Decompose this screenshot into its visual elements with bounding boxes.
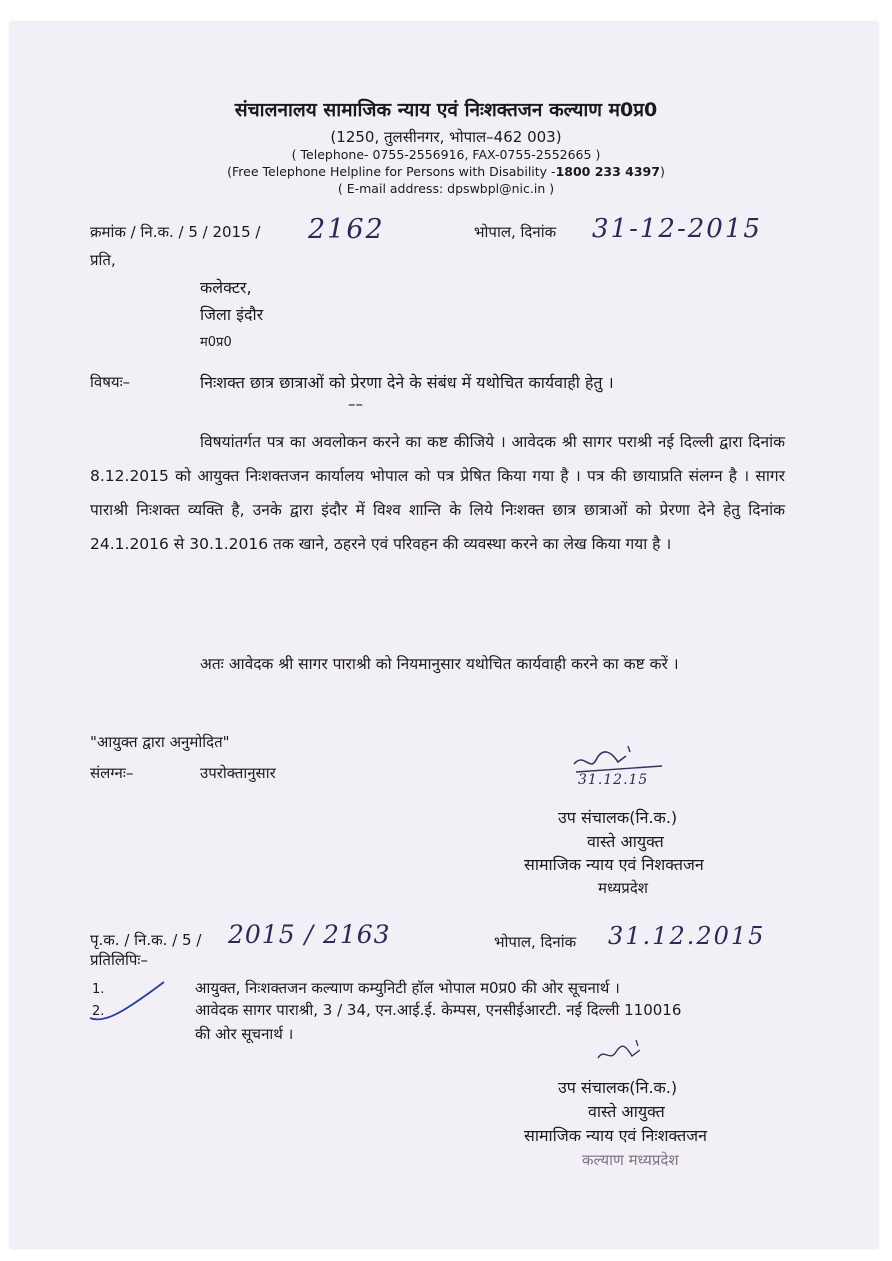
helpline-close: ) (659, 164, 665, 179)
enclosure-label: संलग्नः– (90, 764, 134, 782)
helpline-number: 1800 233 4397 (555, 164, 660, 179)
letterhead-phone: ( Telephone- 0755-2556916, FAX-0755-2552665 ) (291, 147, 601, 162)
signature-2-line1: उप संचालक(नि.क.) (558, 1078, 678, 1097)
recipient-line1: कलेक्टर, (200, 278, 252, 297)
subject-label: विषयः– (90, 373, 131, 391)
letterhead-email: ( E-mail address: dpswbpl@nic.in ) (337, 181, 555, 196)
ref1-handwritten-number: 2162 (308, 214, 385, 245)
approval-note: "आयुक्त द्वारा अनुमोदित" (90, 733, 230, 751)
blue-tick-mark (84, 978, 174, 1028)
body-paragraph-2: अतः आवेदक श्री सागर पाराश्री को नियमानुसार यथोचित कार्यवाही करने का कष्ट करें । (200, 655, 679, 673)
subject-text: निःशक्त छात्र छात्राओं को प्रेरणा देने के संबंध में यथोचित कार्यवाही हेतु । (200, 373, 614, 392)
body-paragraph-1: विषयांतर्गत पत्र का अवलोकन करने का कष्ट कीजिये । आवेदक श्री सागर पराश्री नई दिल्ली द्वारा दिनांक 8.12.2015 को आयुक्त निःशक्तजन कार्यालय भोपाल को पत्र प्रेषित किया गया है । पत्र की छायाप्रति संलग्न है । सागर पाराश्री निःशक्त व्यक्ति है, उनके द्वारा इंदौर में विश्व शान्ति के लिये निःशक्त छात्र छात्राओं को प्रेरणा देने हेतु दिनांक 24.1.2016 से 30.1.2016 तक खाने, ठहरने एवं परिवहन की व्यवस्था करने का लेख किया गया है । (90, 433, 785, 553)
letterhead-title: संचालनालय सामाजिक न्याय एवं निःशक्तजन कल्याण म0प्र0 (234, 99, 658, 121)
letterhead-address: (1250, तुलसीनगर, भोपाल–462 003) (330, 128, 562, 146)
copy-item-2-text-cont: की ओर सूचनार्थ । (195, 1025, 294, 1043)
signature-1-line4: मध्यप्रदेश (598, 879, 649, 897)
recipient-to-label: प्रति, (90, 251, 116, 269)
copy-item-2-number: 2. (92, 1004, 105, 1019)
signature-2-line3: सामाजिक न्याय एवं निःशक्तजन (524, 1126, 707, 1145)
recipient-line2: जिला इंदौर (200, 305, 264, 324)
helpline-text: (Free Telephone Helpline for Persons with Disability - (227, 164, 556, 179)
copy-label: प्रतिलिपिः– (90, 951, 148, 969)
signature-1-date: 31.12.15 (578, 772, 649, 788)
signature-2-line4: कल्याण मध्यप्रदेश (582, 1151, 679, 1169)
ref1-place-date-label: भोपाल, दिनांक (474, 223, 557, 241)
handwritten-signature-2 (592, 1036, 652, 1070)
copy-item-1-text: आयुक्त, निःशक्तजन कल्याण कम्युनिटी हॉल भोपाल म0प्र0 की ओर सूचनार्थ । (195, 979, 620, 997)
signature-1-line2: वास्ते आयुक्त (587, 832, 664, 851)
enclosure-text: उपरोक्तानुसार (200, 764, 276, 782)
ref2-place-date-label: भोपाल, दिनांक (494, 933, 577, 951)
copy-item-1-number: 1. (92, 982, 105, 997)
ref1-label: क्रमांक / नि.क. / 5 / 2015 / (90, 223, 261, 241)
ref2-handwritten-number: 2015 / 2163 (228, 920, 391, 949)
signature-1-line1: उप संचालक(नि.क.) (558, 808, 678, 827)
subject-dash: –– (348, 395, 363, 413)
letterhead-helpline (0, 164, 892, 179)
ref1-handwritten-date: 31-12-2015 (592, 214, 762, 244)
ref2-handwritten-date: 31.12.2015 (608, 922, 766, 950)
signature-1-line3: सामाजिक न्याय एवं निशक्तजन (524, 855, 704, 874)
recipient-line3: म0प्र0 (200, 335, 232, 350)
copy-item-2-text: आवेदक सागर पाराश्री, 3 / 34, एन.आई.ई. केम्पस, एनसीईआरटी. नई दिल्ली 110016 (195, 1001, 682, 1019)
paper-sheet (10, 22, 878, 1248)
ref2-label: पृ.क. / नि.क. / 5 / (90, 931, 202, 949)
signature-2-line2: वास्ते आयुक्त (588, 1102, 665, 1121)
